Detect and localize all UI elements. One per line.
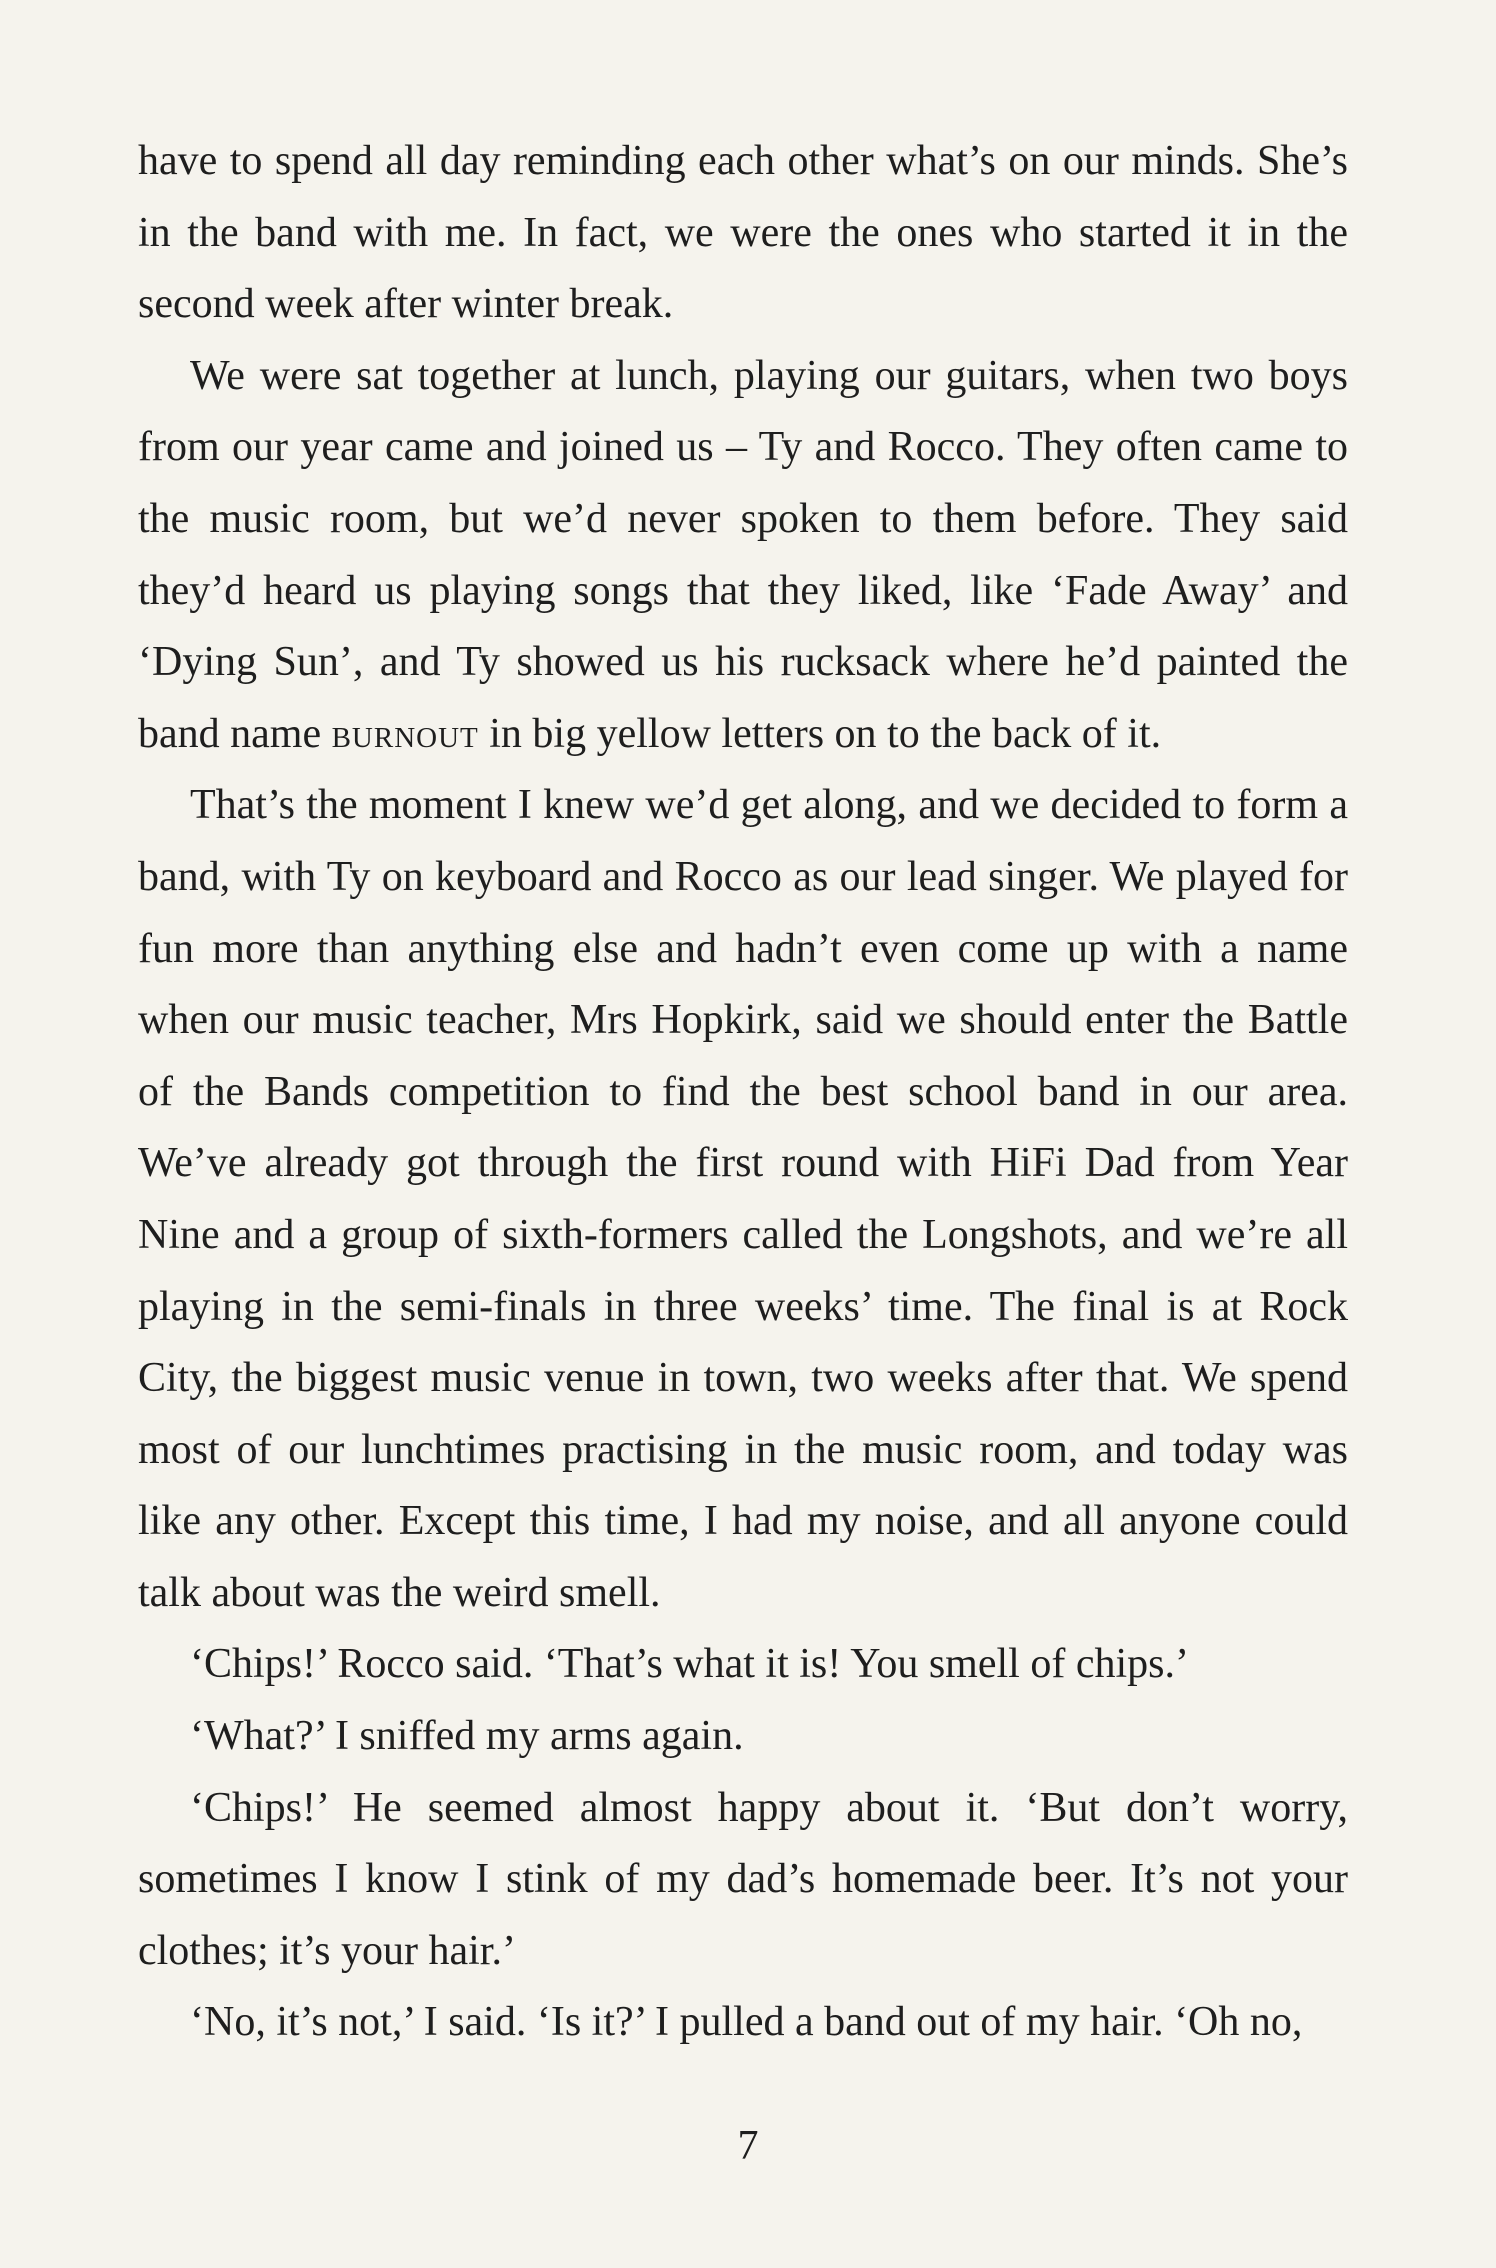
page-number: 7 — [737, 2123, 759, 2169]
paragraph-6 — [138, 1773, 1348, 1988]
paragraph-3 — [138, 770, 1348, 1629]
paragraph-2-text-b: in big yellow letters on to the back of it. — [478, 710, 1162, 757]
paragraph-2-text-a: We were sat together at lunch, playing our guitars, when two boys from our year came and joined us – Ty and Rocco. They often came to the music room, but we’d never spoken to them before. They said they’d heard us playing songs that they liked, like ‘Fade Away’ and ‘Dying Sun’, and Ty showed us his rucksack where he’d painted the band name — [138, 352, 1348, 757]
band-name-burnout: burnout — [331, 710, 479, 757]
paragraph-1 — [138, 126, 1348, 341]
paragraph-4-text: ‘Chips!’ Rocco said. ‘That’s what it is! You smell of chips.’ — [190, 1641, 1189, 1688]
paragraph-1-text: have to spend all day reminding each other what’s on our minds. She’s in the band with me. In fact, we were the ones who started it in the second week after winter break. — [138, 138, 1348, 328]
paragraph-6-text: ‘Chips!’ He seemed almost happy about it. ‘But don’t worry, sometimes I know I stink of my dad’s homemade beer. It’s not your clothes; it’s your hair.’ — [138, 1784, 1348, 1974]
paragraph-3-text: That’s the moment I knew we’d get along, and we decided to form a band, with Ty on keyboard and Rocco as our lead singer. We played for fun more than anything else and hadn’t even come up with a name when our music teacher, Mrs Hopkirk, said we should enter the Battle of the Bands competition to find the best school band in our area. We’ve already got through the first round with HiFi Dad from Year Nine and a group of sixth-formers called the Longshots, and we’re all playing in the semi-finals in three weeks’ time. The final is at Rock City, the biggest music venue in town, two weeks after that. We spend most of our lunchtimes practising in the music room, and today was like any other. Except this time, I had my noise, and all anyone could talk about was the weird smell. — [138, 782, 1348, 1616]
paragraph-4 — [138, 1629, 1348, 1701]
paragraph-5 — [138, 1701, 1348, 1773]
body-text — [138, 126, 1348, 2059]
paragraph-7 — [138, 1987, 1348, 2059]
paragraph-5-text: ‘What?’ I sniffed my arms again. — [190, 1713, 744, 1760]
paragraph-2 — [138, 341, 1348, 771]
paragraph-7-text: ‘No, it’s not,’ I said. ‘Is it?’ I pulled a band out of my hair. ‘Oh no, — [190, 1999, 1303, 2046]
